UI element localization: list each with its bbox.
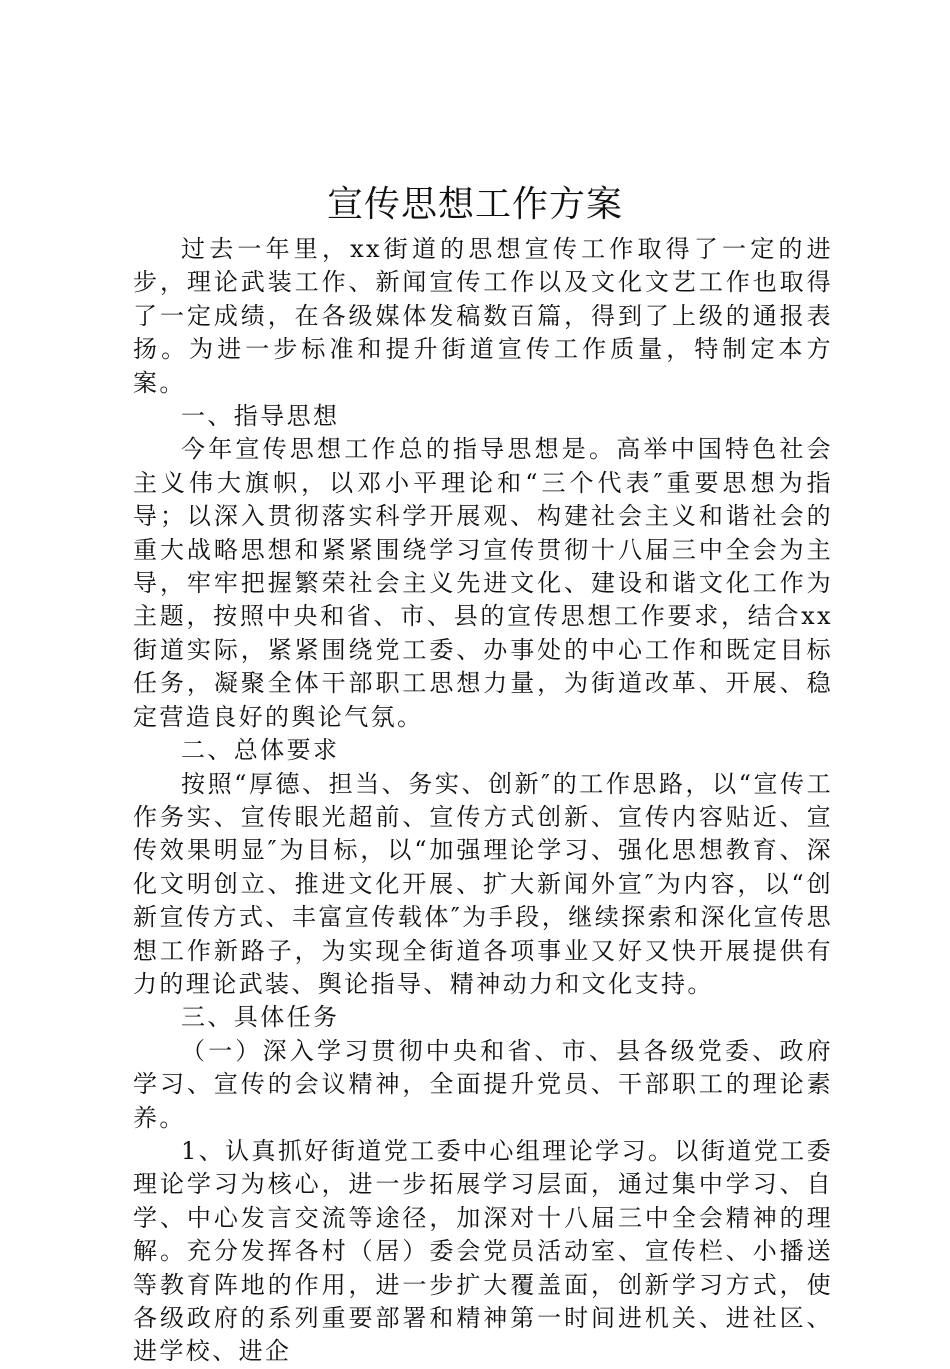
section-heading-overall-requirements: 二、总体要求 (181, 736, 340, 765)
overall-requirements-paragraph: 按照“厚德、担当、务实、创新″的工作思路，以“宣传工作务实、宣传眼光超前、宣传方式创新、宣传内容贴近、宣传效果明显″为目标，以“加强理论学习、强化思想教育、深化文明创立、推进文化开展、扩大新闻外宣″为内容，以“创新宣传方式、丰富宣传载体″为手段，继续探索和深化宣传思想工作新路子，为实现全街道各项事业又好又快开展提供有力的理论武装、舆论指导、精神动力和文化支持。 (133, 769, 833, 998)
document-body (133, 233, 833, 1369)
task-one-paragraph: （一）深入学习贯彻中央和省、市、县各级党委、政府学习、宣传的会议精神，全面提升党员、干部职工的理论素养。 (133, 1036, 833, 1132)
section-heading-guiding-ideology: 一、指导思想 (181, 402, 340, 431)
section-heading-specific-tasks: 三、具体任务 (181, 1003, 340, 1032)
task-one-item-one-paragraph: 1、认真抓好街道党工委中心组理论学习。以街道党工委理论学习为核心，进一步拓展学习层面，通过集中学习、自学、中心发言交流等途径，加深对十八届三中全会精神的理解。充分发挥各村（居）委会党员活动室、宣传栏、小播送等教育阵地的作用，进一步扩大覆盖面，创新学习方式，使各级政府的系列重要部署和精神第一时间进机关、进社区、进学校、进企 (133, 1136, 833, 1366)
guiding-ideology-paragraph: 今年宣传思想工作总的指导思想是。高举中国特色社会主义伟大旗帜，以邓小平理论和“三个代表″重要思想为指导；以深入贯彻落实科学开展观、构建社会主义和谐社会的重大战略思想和紧紧围绕学习宣传贯彻十八届三中全会为主导，牢牢把握繁荣社会主义先进文化、建设和谐文化工作为主题，按照中央和省、市、县的宣传思想工作要求，结合xx街道实际，紧紧围绕党工委、办事处的中心工作和既定目标任务，凝聚全体干部职工思想力量，为街道改革、开展、稳定营造良好的舆论气氛。 (133, 435, 833, 731)
document-title: 宣传思想工作方案 (326, 184, 623, 225)
intro-paragraph: 过去一年里，xx街道的思想宣传工作取得了一定的进步，理论武装工作、新闻宣传工作以及文化文艺工作也取得了一定成绩，在各级媒体发稿数百篇，得到了上级的通报表扬。为进一步标准和提升街道宣传工作质量，特制定本方案。 (133, 235, 833, 397)
